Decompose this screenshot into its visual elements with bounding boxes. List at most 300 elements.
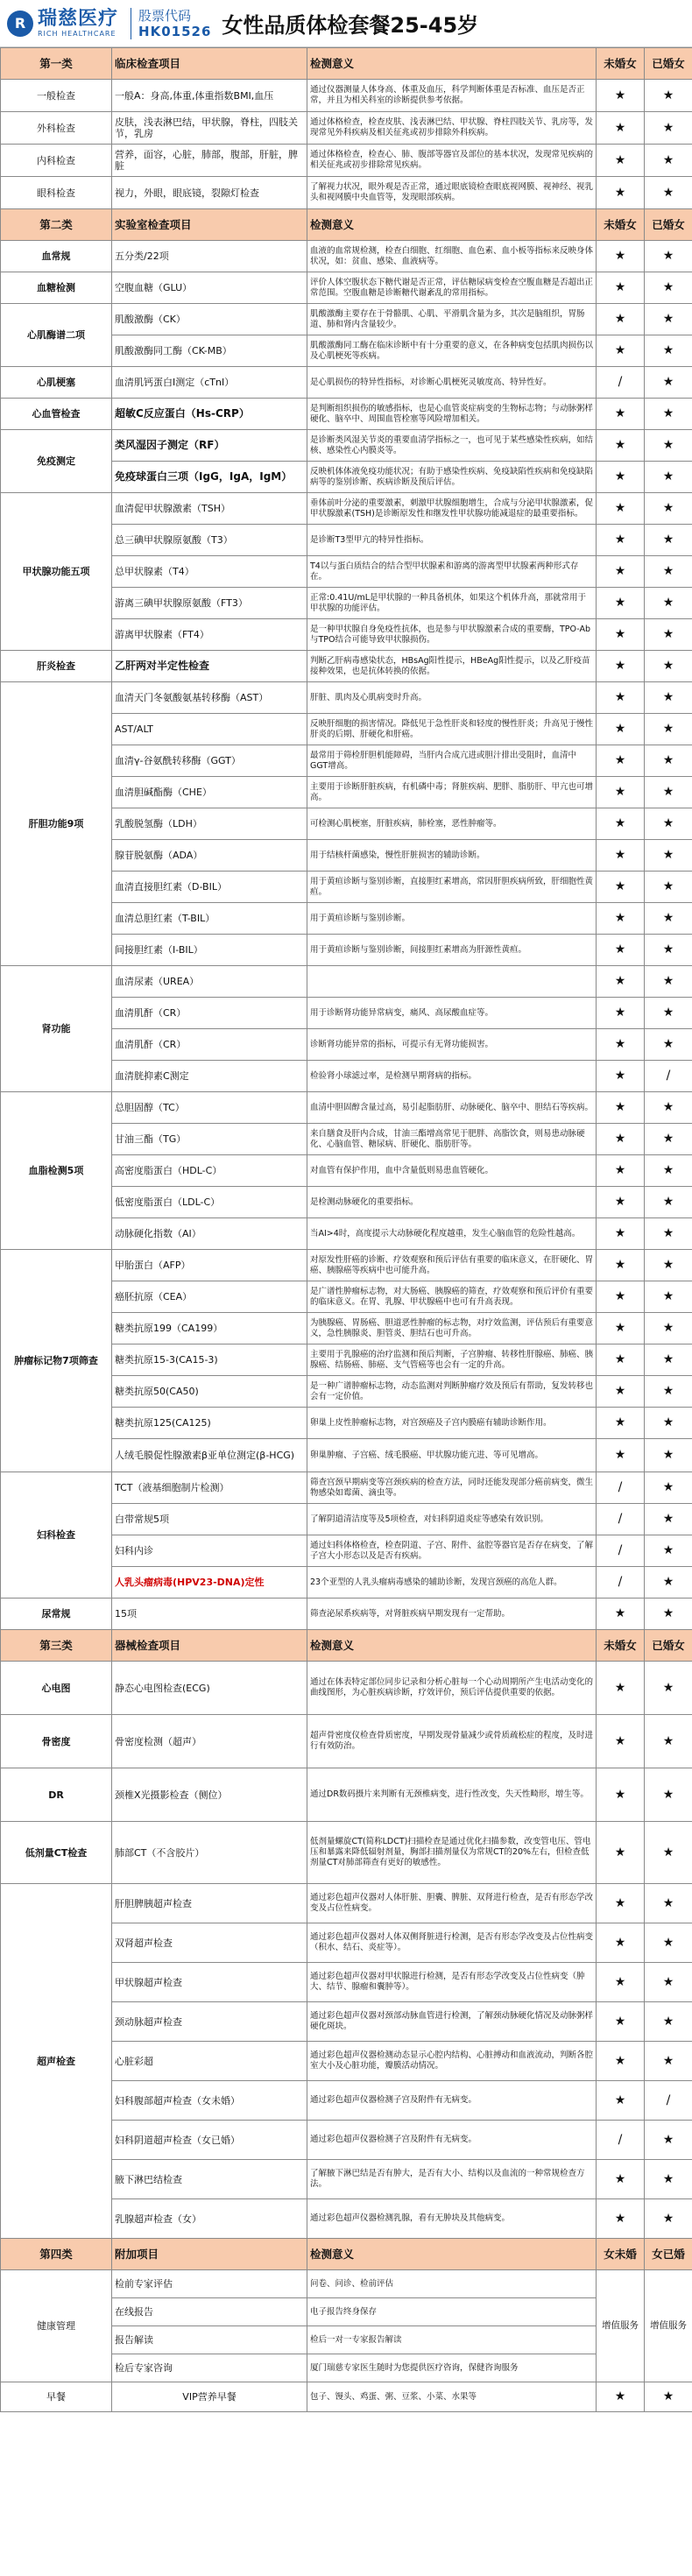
meaning-cell: 反映肝细胞的损害情况。降低见于急性肝炎和轻度的慢性肝炎；升高见于慢性肝炎的后期、肝硬化和肝癌。 [307, 714, 597, 745]
married-mark: ★ [645, 998, 692, 1029]
item-cell: 血清胱抑素C测定 [112, 1061, 307, 1092]
meaning-cell: 通过仪器测量人体身高、体重及血压，科学判断体重是否标准、血压是否正常，并且为相关科室的诊断提供参考依据。 [307, 80, 597, 112]
unmarried-mark: ★ [597, 2081, 645, 2121]
item-cell: 总三碘甲状腺原氨酸（T3） [112, 525, 307, 556]
item-cell: VIP营养早餐 [112, 2382, 307, 2412]
meaning-cell: 用于黄疸诊断与鉴别诊断，间接胆红素增高为肝源性黄疸。 [307, 935, 597, 966]
item-cell: 血清天门冬氨酸氨基转移酶（AST） [112, 682, 307, 714]
item-cell: 甘油三酯（TG） [112, 1124, 307, 1155]
table-row [1, 241, 692, 272]
meaning-cell: 当AI>4时，高度提示大动脉硬化程度越重，发生心脑血管的危险性越高。 [307, 1218, 597, 1250]
married-mark: ★ [645, 1029, 692, 1061]
unmarried-mark: ★ [597, 145, 645, 177]
item-cell: 报告解读 [112, 2326, 307, 2354]
unmarried-mark: ★ [597, 462, 645, 493]
meaning-cell: 来自膳食及肝内合成，甘油三酯增高常见于肥胖、高脂饮食，则易患动脉硬化、心脑血管、糖尿病、肝硬化、脂肪肝等。 [307, 1124, 597, 1155]
meaning-cell: 是一种甲状腺自身免疫性抗体，也是参与甲状腺激素合成的重要酶，TPO-Ab与TPO结合可能导致甲状腺损伤。 [307, 619, 597, 651]
unmarried-mark: ★ [597, 1439, 645, 1472]
item-cell: 在线报告 [112, 2298, 307, 2326]
unmarried-mark: ★ [597, 335, 645, 367]
meaning-cell: 通过彩色超声仪器检测乳腺，看有无肿块及其他病变。 [307, 2199, 597, 2239]
section-meaning-header: 检测意义 [307, 209, 597, 241]
category-cell: 肝炎检查 [1, 651, 112, 682]
section-items-header: 临床检查项目 [112, 48, 307, 80]
item-cell: 视力，外眼，眼底镜，裂隙灯检查 [112, 177, 307, 209]
meaning-cell: 包子、馒头、鸡蛋、粥、豆浆、小菜、水果等 [307, 2382, 597, 2412]
meaning-cell: 电子报告终身保存 [307, 2298, 597, 2326]
item-cell: 妇科腹部超声检查（女未婚） [112, 2081, 307, 2121]
meaning-cell: 用于黄疸诊断与鉴别诊断。 [307, 903, 597, 935]
unmarried-mark: ★ [597, 241, 645, 272]
unmarried-mark: ★ [597, 872, 645, 903]
unmarried-mark: ★ [597, 1376, 645, 1408]
married-mark: ★ [645, 619, 692, 651]
unmarried-mark: ★ [597, 1923, 645, 1963]
category-cell: 血常规 [1, 241, 112, 272]
item-cell: 血清肌钙蛋白I测定（cTnI） [112, 367, 307, 399]
unmarried-mark: ★ [597, 556, 645, 588]
unmarried-mark: ★ [597, 1313, 645, 1344]
meaning-cell: 了解腋下淋巴结是否有肿大，是否有大小、结构以及血流的一种常规检查方法。 [307, 2160, 597, 2199]
table-row [1, 430, 692, 462]
item-cell: 癌胚抗原（CEA） [112, 1281, 307, 1313]
unmarried-mark: ★ [597, 1250, 645, 1281]
married-mark: ★ [645, 935, 692, 966]
item-cell: 皮肤，浅表淋巴结，甲状腺，脊柱，四肢关节，乳房 [112, 112, 307, 145]
category-cell: 肝胆功能9项 [1, 682, 112, 966]
meaning-cell: 通过彩色超声仪器检测子宫及附件有无病变。 [307, 2081, 597, 2121]
unmarried-header: 未婚女 [597, 48, 645, 80]
unmarried-mark: ★ [597, 1218, 645, 1250]
married-mark: ★ [645, 1599, 692, 1630]
section-label: 第四类 [1, 2239, 112, 2270]
meaning-cell: 通过彩色超声仪器对人体肝脏、胆囊、脾脏、双肾进行检查，是否有形态学改变及占位性病变。 [307, 1884, 597, 1923]
section-header-row [1, 209, 692, 241]
item-cell: 静态心电图检查(ECG) [112, 1662, 307, 1715]
item-cell: 肌酸激酶（CK） [112, 304, 307, 335]
married-mark: ★ [645, 872, 692, 903]
meaning-cell: 通过彩色超声仪器检测子宫及附件有无病变。 [307, 2121, 597, 2160]
meaning-cell: 主要用于诊断肝脏疾病，有机磷中毒；肾脏疾病、肥胖、脂肪肝、甲亢也可增高。 [307, 777, 597, 808]
married-mark: ★ [645, 1923, 692, 1963]
table-row [1, 1768, 692, 1822]
meaning-cell: 是心肌损伤的特异性指标，对诊断心肌梗死灵敏度高、特异性好。 [307, 367, 597, 399]
married-mark: ★ [645, 1715, 692, 1768]
married-mark: ★ [645, 2382, 692, 2412]
item-cell: AST/ALT [112, 714, 307, 745]
married-mark: ★ [645, 1250, 692, 1281]
meaning-cell: 是诊断T3型甲亢的特异性指标。 [307, 525, 597, 556]
table-row [1, 177, 692, 209]
unmarried-mark: ★ [597, 1124, 645, 1155]
unmarried-mark: 增值服务 [597, 2270, 645, 2382]
meaning-cell: 检后一对一专家报告解读 [307, 2326, 597, 2354]
section-label: 第二类 [1, 209, 112, 241]
item-cell: 乙肝两对半定性检查 [112, 651, 307, 682]
category-cell: 血脂检测5项 [1, 1092, 112, 1250]
unmarried-header: 女未婚 [597, 2239, 645, 2270]
meaning-cell: 用于诊断肾功能异常病变，痛风、高尿酸血症等。 [307, 998, 597, 1029]
item-cell: 游离三碘甲状腺原氨酸（FT3） [112, 588, 307, 619]
item-cell: 营养，面容，心脏，肺部，腹部，肝脏，脾脏 [112, 145, 307, 177]
unmarried-mark: ★ [597, 2042, 645, 2081]
section-label: 第一类 [1, 48, 112, 80]
meaning-cell: 通过彩色超声仪器对甲状腺进行检测，是否有形态学改变及占位性病变（肿大、结节、腺瘤和囊肿等）。 [307, 1963, 597, 2002]
item-cell: 糖类抗原50(CA50) [112, 1376, 307, 1408]
meaning-cell: 了解视力状况，眼外观是否正常，通过眼底镜检查眼底视网膜、视神经、视乳头和视网膜中央血管等，发现眼部疾病。 [307, 177, 597, 209]
category-cell: 眼科检查 [1, 177, 112, 209]
married-mark: ★ [645, 651, 692, 682]
meaning-cell: 通过彩色超声仪器对人体双侧肾脏进行检测，是否有形态学改变及占位性病变（积水、结石、炎症等）。 [307, 1923, 597, 1963]
item-cell: 腋下淋巴结检查 [112, 2160, 307, 2199]
married-mark: ★ [645, 840, 692, 872]
section-label: 第三类 [1, 1630, 112, 1662]
category-cell: 早餐 [1, 2382, 112, 2412]
meaning-cell: 卵巢肿瘤、子宫癌、绒毛膜癌、甲状腺功能亢进、等可见增高。 [307, 1439, 597, 1472]
meaning-cell: 可检测心肌梗塞，肝脏疾病，肺栓塞，恶性肿瘤等。 [307, 808, 597, 840]
meaning-cell: 评价人体空腹状态下糖代谢是否正常，评估糖尿病变检查空腹血糖是否超出正常范围。空腹血糖是诊断糖代谢紊乱的常用指标。 [307, 272, 597, 304]
category-cell: 心肌梗塞 [1, 367, 112, 399]
unmarried-mark: ★ [597, 1061, 645, 1092]
brand-name-cn: 瑞慈医疗 [38, 8, 119, 30]
item-cell: 血清胆碱酯酶（CHE） [112, 777, 307, 808]
meaning-cell: 通过彩色超声仪器检测动态显示心腔内结构、心脏搏动和血液流动，判断各腔室大小及心脏功能，瓣膜活动情况。 [307, 2042, 597, 2081]
married-mark: ★ [645, 304, 692, 335]
item-cell: 肌酸激酶同工酶（CK-MB） [112, 335, 307, 367]
item-cell: 一般A：身高,体重,体重指数BMI,血压 [112, 80, 307, 112]
unmarried-mark: ★ [597, 1092, 645, 1124]
item-cell: 妇科内诊 [112, 1535, 307, 1567]
meaning-cell [307, 966, 597, 998]
item-cell: 甲状腺超声检查 [112, 1963, 307, 2002]
table-row [1, 966, 692, 998]
unmarried-mark: ★ [597, 745, 645, 777]
unmarried-mark: / [597, 1567, 645, 1599]
meaning-cell: 主要用于乳腺癌的治疗监测和预后判断，子宫肿瘤、转移性肝腺癌、肺癌、胰腺癌、结肠癌、肺癌、支气管癌等也会有一定的升高。 [307, 1344, 597, 1376]
category-cell: 免疫测定 [1, 430, 112, 493]
unmarried-mark: ★ [597, 840, 645, 872]
married-mark: ★ [645, 430, 692, 462]
category-cell: 外科检查 [1, 112, 112, 145]
married-mark: ★ [645, 777, 692, 808]
item-cell: 间接胆红素（I-BIL） [112, 935, 307, 966]
married-mark: ★ [645, 1504, 692, 1535]
married-mark: ★ [645, 682, 692, 714]
married-mark: ★ [645, 1662, 692, 1715]
category-cell: 甲状腺功能五项 [1, 493, 112, 651]
unmarried-mark: ★ [597, 1187, 645, 1218]
category-cell: 心肌酶谱二项 [1, 304, 112, 367]
married-mark: ★ [645, 1439, 692, 1472]
married-mark: ★ [645, 1376, 692, 1408]
unmarried-mark: ★ [597, 493, 645, 525]
item-cell: 妇科阴道超声检查（女已婚） [112, 2121, 307, 2160]
married-mark: ★ [645, 966, 692, 998]
item-cell: 血清直接胆红素（D-BIL） [112, 872, 307, 903]
item-cell: 肺部CT（不含胶片） [112, 1822, 307, 1884]
unmarried-mark: ★ [597, 1963, 645, 2002]
item-cell: 血清肌酐（CR） [112, 1029, 307, 1061]
married-mark: ★ [645, 1963, 692, 2002]
meaning-cell: 筛查宫颈早期病变等宫颈疾病的检查方法，同时还能发现部分癌前病变，微生物感染如霉菌、滴虫等。 [307, 1472, 597, 1504]
brand [38, 9, 118, 38]
meaning-cell: 最常用于筛检肝胆机能障碍，当肝内合成亢进或胆汁排出受阻时，血清中GGT增高。 [307, 745, 597, 777]
item-cell: 高密度脂蛋白（HDL-C） [112, 1155, 307, 1187]
category-cell: 骨密度 [1, 1715, 112, 1768]
meaning-cell: 肝脏、肌肉及心肌病变时升高。 [307, 682, 597, 714]
stock-label: 股票代码 [138, 7, 192, 24]
unmarried-mark: ★ [597, 525, 645, 556]
married-header: 已婚女 [645, 1630, 692, 1662]
brand-logo-icon: R [7, 11, 33, 37]
table-row [1, 399, 692, 430]
married-mark: ★ [645, 399, 692, 430]
section-meaning-header: 检测意义 [307, 2239, 597, 2270]
category-cell: 尿常规 [1, 1599, 112, 1630]
meaning-cell: 通过妇科体格检查，检查阴道、子宫、附件、盆腔等器官是否存在病变，了解子宫大小形态以及是否有疾病。 [307, 1535, 597, 1567]
category-cell: 肾功能 [1, 966, 112, 1092]
married-mark: ★ [645, 2160, 692, 2199]
brand-name-en: RICH HEALTHCARE [38, 30, 117, 38]
item-cell: 检前专家评估 [112, 2270, 307, 2298]
item-cell: 类风湿因子测定（RF） [112, 430, 307, 462]
meaning-cell: 通过体格检查，检查皮肤、浅表淋巴结、甲状腺、脊柱四肢关节、乳房等，发现常见外科疾病及相关征兆或初步排除外科疾病。 [307, 112, 597, 145]
unmarried-mark: ★ [597, 966, 645, 998]
table-row [1, 145, 692, 177]
meaning-cell: 卵巢上皮性肿瘤标志物，对宫颈癌及子宫内膜癌有辅助诊断作用。 [307, 1408, 597, 1439]
meaning-cell: 低剂量螺旋CT(简称LDCT)扫描检查是通过优化扫描参数，改变管电压、管电压和暴露来降低辐射剂量，胸部扫描剂量仅为常规CT的20%左右，但检查低剂量CT对肺部筛查有更好的敏感性。 [307, 1822, 597, 1884]
item-cell: 血清总胆红素（T-BIL） [112, 903, 307, 935]
unmarried-mark: ★ [597, 272, 645, 304]
item-cell: 人乳头瘤病毒(HPV23-DNA)定性 [112, 1567, 307, 1599]
married-mark: ★ [645, 1218, 692, 1250]
unmarried-mark: ★ [597, 1599, 645, 1630]
married-header: 女已婚 [645, 2239, 692, 2270]
item-cell: 15项 [112, 1599, 307, 1630]
meaning-cell: 通过在体表特定部位同步记录和分析心脏每一个心动周期所产生电活动变化的曲线图形，为心脏疾病诊断，疗效评价，预后评估提供重要的依据。 [307, 1662, 597, 1715]
item-cell: 动脉硬化指数（AI） [112, 1218, 307, 1250]
married-mark: ★ [645, 335, 692, 367]
item-cell: 游离甲状腺素（FT4） [112, 619, 307, 651]
married-mark: ★ [645, 112, 692, 145]
item-cell: 颈动脉超声检查 [112, 2002, 307, 2042]
unmarried-mark: / [597, 1535, 645, 1567]
meaning-cell: 肌酸激酶主要存在于骨骼肌、心肌、平滑肌含量为多，其次是脑组织，胃肠道、肺和肾内含量较少。 [307, 304, 597, 335]
married-mark: ★ [645, 2042, 692, 2081]
unmarried-mark: ★ [597, 430, 645, 462]
married-mark: ★ [645, 808, 692, 840]
section-header-row [1, 48, 692, 80]
meaning-cell: 23个亚型的人乳头瘤病毒感染的辅助诊断，发现宫颈癌的高危人群。 [307, 1567, 597, 1599]
meaning-cell: 判断乙肝病毒感染状态，HBsAg阳性提示，HBeAg阳性提示，以及乙肝疫苗接种效果，也是抗体转换的依据。 [307, 651, 597, 682]
married-mark: ★ [645, 80, 692, 112]
unmarried-mark: ★ [597, 588, 645, 619]
meaning-cell: 通过体格检查，检查心、肺、腹部等器官及部位的基本状况，发现常见疾病的相关征兆或初步排除常见疾病。 [307, 145, 597, 177]
table-row [1, 682, 692, 714]
meaning-cell: 正常:0.41U/mL是甲状腺的一种具备机体，如果这个机体升高，那就常用于甲状腺的功能评估。 [307, 588, 597, 619]
meaning-cell: 检验肾小球滤过率，是检测早期肾病的指标。 [307, 1061, 597, 1092]
category-cell: 妇科检查 [1, 1472, 112, 1599]
unmarried-mark: ★ [597, 177, 645, 209]
package-table [0, 47, 692, 2412]
married-mark: ★ [645, 1313, 692, 1344]
table-row [1, 493, 692, 525]
unmarried-mark: ★ [597, 651, 645, 682]
section-meaning-header: 检测意义 [307, 48, 597, 80]
item-cell: 心脏彩超 [112, 2042, 307, 2081]
unmarried-header: 未婚女 [597, 1630, 645, 1662]
meaning-cell: 是一种广谱肿瘤标志物，动态监测对判断肿瘤疗效及预后有帮助，复发转移也会有一定价值。 [307, 1376, 597, 1408]
item-cell: 腺苷脱氨酶（ADA） [112, 840, 307, 872]
item-cell: 空腹血糖（GLU） [112, 272, 307, 304]
unmarried-header: 未婚女 [597, 209, 645, 241]
table-row [1, 1092, 692, 1124]
item-cell: 糖类抗原199（CA199） [112, 1313, 307, 1344]
unmarried-mark: ★ [597, 2160, 645, 2199]
unmarried-mark: ★ [597, 2199, 645, 2239]
meaning-cell: 诊断肾功能异常的指标，可提示有无肾功能损害。 [307, 1029, 597, 1061]
package-table-body [1, 48, 692, 2412]
married-mark: / [645, 2081, 692, 2121]
meaning-cell: 血液的血常规检测，检查白细胞、红细胞、血色素、血小板等指标来反映身体状况，如：贫血、感染、血液病等。 [307, 241, 597, 272]
meaning-cell: 用于黄疸诊断与鉴别诊断，直接胆红素增高，常因肝胆疾病所致，肝细胞性黄疸。 [307, 872, 597, 903]
married-mark: ★ [645, 556, 692, 588]
married-mark: ★ [645, 145, 692, 177]
meaning-cell: 是判断组织损伤的敏感指标，也是心血管炎症病变的生物标志物；与动脉粥样硬化、脑卒中、周围血管栓塞等风险增加相关。 [307, 399, 597, 430]
married-mark: ★ [645, 493, 692, 525]
unmarried-mark: ★ [597, 1715, 645, 1768]
unmarried-mark: ★ [597, 1408, 645, 1439]
stock-info [131, 8, 211, 39]
married-mark: ★ [645, 1092, 692, 1124]
meaning-cell: 反映机体体液免疫功能状况；有助于感染性疾病、免疫缺陷性疾病和免疫缺陷病等的鉴别诊断、疾病诊断及预后评估。 [307, 462, 597, 493]
item-cell: 血清促甲状腺激素（TSH） [112, 493, 307, 525]
unmarried-mark: ★ [597, 619, 645, 651]
married-mark: ★ [645, 1567, 692, 1599]
married-mark: ★ [645, 367, 692, 399]
married-mark: ★ [645, 714, 692, 745]
meaning-cell: 问卷、问诊、检前评估 [307, 2270, 597, 2298]
unmarried-mark: ★ [597, 2002, 645, 2042]
unmarried-mark: ★ [597, 1029, 645, 1061]
table-row [1, 2382, 692, 2412]
meaning-cell: 超声骨密度仪检查骨质密度，早期发现骨量减少或骨质疏松症的程度，及时进行有效防治。 [307, 1715, 597, 1768]
item-cell: 血清肌酐（CR） [112, 998, 307, 1029]
unmarried-mark: ★ [597, 80, 645, 112]
married-mark: ★ [645, 588, 692, 619]
unmarried-mark: ★ [597, 777, 645, 808]
married-mark: ★ [645, 1768, 692, 1822]
item-cell: 甲胎蛋白（AFP） [112, 1250, 307, 1281]
item-cell: 总胆固醇（TC） [112, 1092, 307, 1124]
married-mark: 增值服务 [645, 2270, 692, 2382]
unmarried-mark: ★ [597, 903, 645, 935]
married-mark: ★ [645, 2002, 692, 2042]
table-row [1, 651, 692, 682]
item-cell: 五分类/22项 [112, 241, 307, 272]
married-mark: ★ [645, 177, 692, 209]
category-cell: DR [1, 1768, 112, 1822]
unmarried-mark: ★ [597, 1884, 645, 1923]
married-mark: ★ [645, 745, 692, 777]
married-header: 已婚女 [645, 209, 692, 241]
table-row [1, 1662, 692, 1715]
married-mark: ★ [645, 241, 692, 272]
item-cell: 血清尿素（UREA） [112, 966, 307, 998]
meaning-cell: 厦门瑞慈专家医生随时为您提供医疗咨询，保健咨询服务 [307, 2354, 597, 2382]
meaning-cell: 通过彩色超声仪器对颈部动脉血管进行检测，了解颈动脉硬化情况及动脉粥样硬化斑块。 [307, 2002, 597, 2042]
item-cell: TCT（液基细胞制片检测） [112, 1472, 307, 1504]
unmarried-mark: ★ [597, 399, 645, 430]
category-cell: 血糖检测 [1, 272, 112, 304]
category-cell: 内科检查 [1, 145, 112, 177]
meaning-cell: T4以与蛋白质结合的结合型甲状腺素和游离的游离型甲状腺素两种形式存在。 [307, 556, 597, 588]
table-row [1, 1472, 692, 1504]
stock-code: HK01526 [138, 23, 212, 39]
item-cell: 骨密度检测（超声） [112, 1715, 307, 1768]
item-cell: 乳腺超声检查（女） [112, 2199, 307, 2239]
table-row [1, 1884, 692, 1923]
category-cell: 健康管理 [1, 2270, 112, 2382]
married-header: 已婚女 [645, 48, 692, 80]
unmarried-mark: ★ [597, 1344, 645, 1376]
meaning-cell: 为胰腺癌、胃肠癌、胆道恶性肿瘤的标志物，对疗效监测，评估预后有重要意义，急性胰腺炎、胆管炎、胆结石也可升高。 [307, 1313, 597, 1344]
meaning-cell: 对原发性肝癌的诊断、疗效观察和预后评估有重要的临床意义，在肝硬化、胃癌、胰腺癌等疾病中也可能升高。 [307, 1250, 597, 1281]
married-mark: ★ [645, 1187, 692, 1218]
item-cell: 肝胆脾胰超声检查 [112, 1884, 307, 1923]
item-cell: 白带常规5项 [112, 1504, 307, 1535]
item-cell: 糖类抗原15-3(CA15-3) [112, 1344, 307, 1376]
married-mark: ★ [645, 903, 692, 935]
category-cell: 一般检查 [1, 80, 112, 112]
item-cell: 颈椎X光摄影检查（侧位） [112, 1768, 307, 1822]
unmarried-mark: ★ [597, 808, 645, 840]
table-row [1, 367, 692, 399]
married-mark: ★ [645, 1344, 692, 1376]
section-items-header: 器械检查项目 [112, 1630, 307, 1662]
meaning-cell: 垂体前叶分泌的重要激素，刺激甲状腺细胞增生，合成与分泌甲状腺激素，促甲状腺激素(TSH)是诊断原发性和继发性甲状腺功能减退症的最重要指标。 [307, 493, 597, 525]
table-row [1, 80, 692, 112]
item-cell: 检后专家咨询 [112, 2354, 307, 2382]
married-mark: ★ [645, 1884, 692, 1923]
category-cell: 超声检查 [1, 1884, 112, 2239]
table-row [1, 1250, 692, 1281]
unmarried-mark: ★ [597, 1281, 645, 1313]
section-meaning-header: 检测意义 [307, 1630, 597, 1662]
married-mark: ★ [645, 462, 692, 493]
table-row [1, 304, 692, 335]
table-row [1, 1715, 692, 1768]
section-header-row [1, 1630, 692, 1662]
unmarried-mark: ★ [597, 304, 645, 335]
meaning-cell: 筛查泌尿系疾病等，对肾脏疾病早期发现有一定帮助。 [307, 1599, 597, 1630]
category-cell: 心血管检查 [1, 399, 112, 430]
table-row [1, 1822, 692, 1884]
item-cell: 超敏C反应蛋白（Hs-CRP） [112, 399, 307, 430]
unmarried-mark: ★ [597, 1662, 645, 1715]
item-cell: 糖类抗原125(CA125) [112, 1408, 307, 1439]
unmarried-mark: ★ [597, 1822, 645, 1884]
meaning-cell: 是检测动脉硬化的重要指标。 [307, 1187, 597, 1218]
table-row [1, 272, 692, 304]
category-cell: 心电图 [1, 1662, 112, 1715]
meaning-cell: 通过DR数码摄片来判断有无颈椎病变，进行性改变，失天性畸形，增生等。 [307, 1768, 597, 1822]
item-cell: 血清γ-谷氨酰转移酶（GGT） [112, 745, 307, 777]
married-mark: ★ [645, 1472, 692, 1504]
unmarried-mark: / [597, 1472, 645, 1504]
item-cell: 乳酸脱氢酶（LDH） [112, 808, 307, 840]
table-row [1, 1599, 692, 1630]
